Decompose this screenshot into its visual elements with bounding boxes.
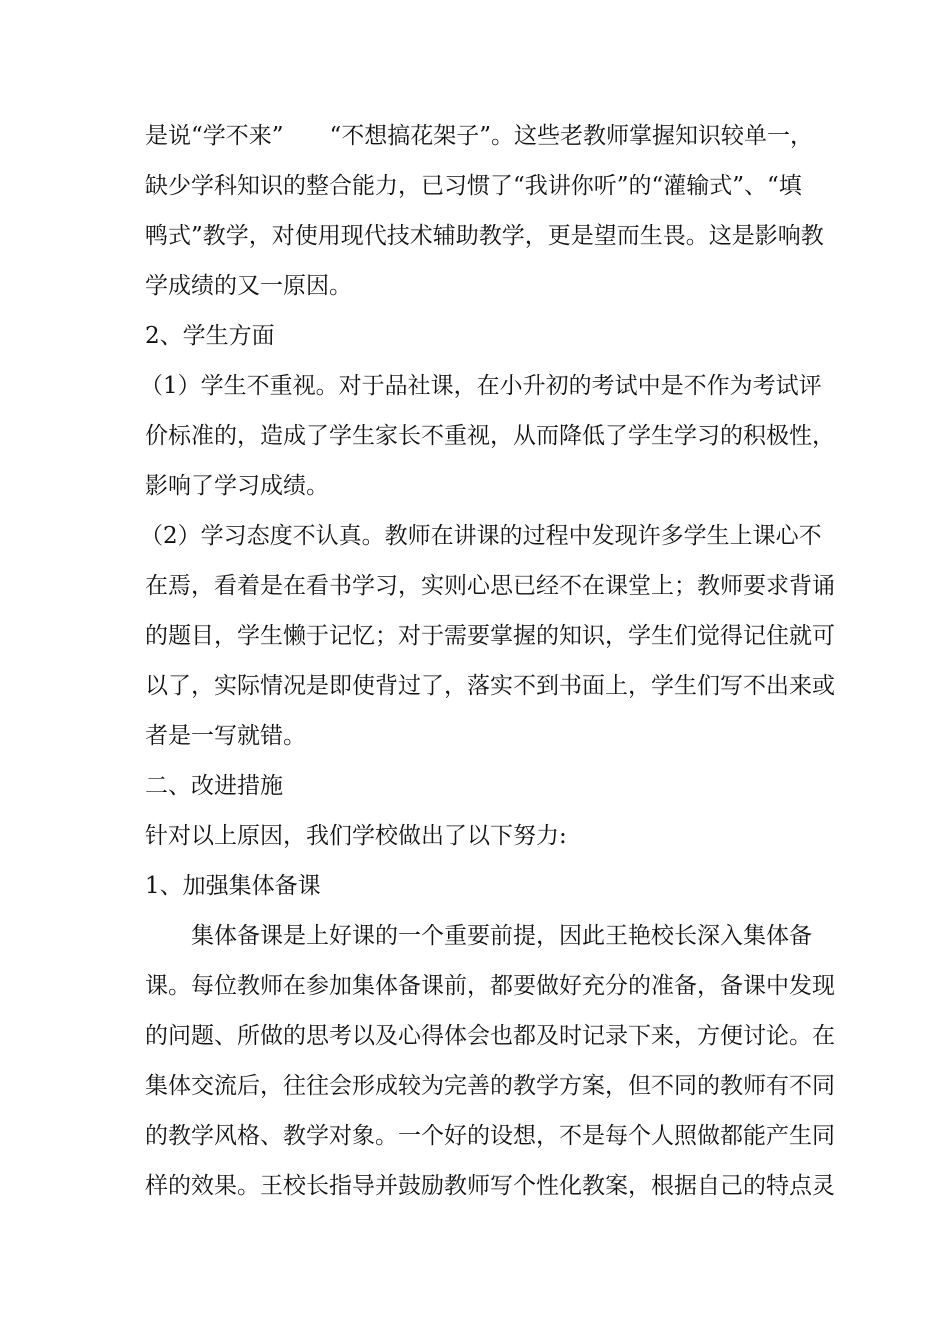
text-line: 影响了学习成绩。 [145, 473, 329, 499]
text-line: 集体备课是上好课的一个重要前提，因此王艳校长深入集体备 [145, 923, 812, 949]
text-line: 样的效果。王校长指导并鼓励教师写个性化教案，根据自己的特点灵 [145, 1173, 835, 1199]
text-line: 课。每位教师在参加集体备课前，都要做好充分的准备，备课中发现 [145, 973, 835, 999]
text-line: 的题目，学生懒于记忆；对于需要掌握的知识，学生们觉得记住就可 [145, 623, 835, 649]
subsection-heading: 1、加强集体备课 [145, 873, 321, 899]
text-line: 是说“学不来” “不想搞花架子”。这些老教师掌握知识较单一， [145, 123, 814, 149]
section-heading: 二、改进措施 [145, 773, 283, 799]
text-line: 学成绩的又一原因。 [145, 273, 352, 299]
section-heading: 2、学生方面 [145, 323, 275, 349]
text-line: 的问题、所做的思考以及心得体会也都及时记录下来，方便讨论。在 [145, 1023, 835, 1049]
text-line: 针对以上原因，我们学校做出了以下努力: [145, 823, 567, 849]
text-line: （2）学习态度不认真。教师在讲课的过程中发现许多学生上课心不 [140, 523, 822, 549]
text-line: 以了，实际情况是即使背过了，落实不到书面上，学生们写不出来或 [145, 673, 835, 699]
text-line: 的教学风格、教学对象。一个好的设想，不是每个人照做都能产生同 [145, 1123, 835, 1149]
text-line: 集体交流后，往往会形成较为完善的教学方案，但不同的教师有不同 [145, 1073, 835, 1099]
text-line: 鸭式”教学，对使用现代技术辅助教学，更是望而生畏。这是影响教 [145, 223, 824, 249]
text-line: 者是一写就错。 [145, 723, 306, 749]
text-line: 在焉，看着是在看书学习，实则心思已经不在课堂上；教师要求背诵 [145, 573, 835, 599]
text-line: （1）学生不重视。对于品社课，在小升初的考试中是不作为考试评 [140, 373, 822, 399]
text-line: 价标准的，造成了学生家长不重视，从而降低了学生学习的积极性， [145, 423, 835, 449]
text-line: 缺少学科知识的整合能力，已习惯了“我讲你听”的“灌输式”、“填 [145, 173, 802, 199]
